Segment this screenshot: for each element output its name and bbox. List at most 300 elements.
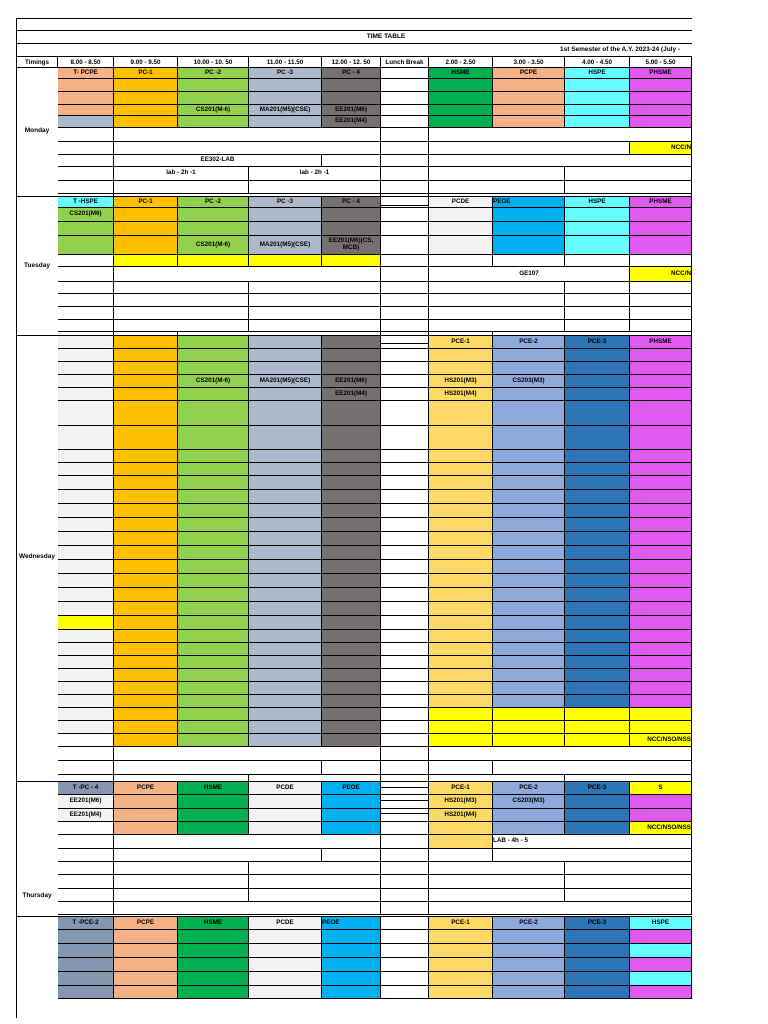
timetable-cell <box>381 862 429 875</box>
thursday-row2-slot-1: T -PCE-2 <box>58 917 114 930</box>
timetable-cell <box>381 155 429 167</box>
tuesday-cell <box>429 222 493 236</box>
thursday-cell <box>493 809 565 822</box>
wednesday-cell <box>249 669 322 682</box>
wednesday-slot-10: PHSME <box>630 336 692 349</box>
wednesday-cell <box>381 349 429 362</box>
wednesday-cell <box>565 616 630 630</box>
monday-slot-4: PC -3 <box>249 68 322 79</box>
timetable-cell <box>429 889 565 902</box>
wednesday-cell <box>178 695 249 708</box>
monday-cell <box>493 79 565 92</box>
timetable-cell <box>429 902 692 915</box>
wednesday-cell <box>493 560 565 574</box>
wednesday-cell <box>322 656 381 669</box>
timetable-cell <box>58 902 114 915</box>
monday-lab-2: lab - 2h -1 <box>249 167 381 181</box>
thursday-cell <box>565 822 630 835</box>
wednesday-cell <box>429 518 493 532</box>
wednesday-cell <box>381 401 429 426</box>
timetable-cell <box>493 944 565 958</box>
wednesday-cell <box>429 643 493 656</box>
timetable-cell <box>322 944 381 958</box>
thursday-cell <box>178 809 249 822</box>
wednesday-cell <box>114 504 178 518</box>
wednesday-cell <box>493 643 565 656</box>
wednesday-cell <box>114 426 178 450</box>
wednesday-cell <box>249 721 322 734</box>
thursday-cell <box>493 822 565 835</box>
timetable-cell <box>58 282 114 294</box>
timetable-cell <box>429 875 565 889</box>
monday-cell <box>322 92 381 105</box>
timetable-cell <box>381 128 429 142</box>
timetable-cell <box>58 320 114 332</box>
tuesday-ge107: GE107 <box>429 267 630 282</box>
wednesday-cell <box>58 630 114 643</box>
wednesday-cell <box>178 504 249 518</box>
thursday-cell <box>114 809 178 822</box>
wednesday-cell <box>249 734 322 747</box>
wednesday-cell <box>630 532 692 546</box>
wednesday-cell <box>322 546 381 560</box>
wednesday-cell <box>178 574 249 588</box>
timetable-cell <box>381 944 429 958</box>
timetable-cell <box>493 849 692 862</box>
wednesday-cell <box>565 463 630 476</box>
wednesday-cell <box>178 532 249 546</box>
wednesday-cell <box>565 450 630 463</box>
wednesday-cell <box>114 463 178 476</box>
timetable-cell <box>565 862 692 875</box>
timetable-cell <box>322 972 381 986</box>
wednesday-cell <box>58 349 114 362</box>
thursday-cell <box>114 795 178 809</box>
wednesday-cell <box>381 616 429 630</box>
grid-line <box>16 18 692 19</box>
wednesday-cell <box>493 401 565 426</box>
wednesday-cell <box>630 401 692 426</box>
wednesday-cell <box>565 695 630 708</box>
timetable-cell <box>249 282 381 294</box>
timetable-cell <box>429 944 493 958</box>
wednesday-cell <box>58 643 114 656</box>
thursday-ee201-m6: EE201(M6) <box>58 795 114 809</box>
wednesday-ee201-m4: EE201(M4) <box>322 388 381 401</box>
wednesday-cell <box>429 546 493 560</box>
timetable-cell <box>249 294 381 307</box>
timetable-cell <box>114 875 249 889</box>
wednesday-cell <box>565 643 630 656</box>
thursday-slot-6 <box>381 782 429 795</box>
wednesday-cell <box>114 643 178 656</box>
timetable-cell <box>114 958 178 972</box>
monday-slot-6 <box>381 68 429 79</box>
monday-cell <box>58 116 114 128</box>
timetable-cell <box>429 930 493 944</box>
wednesday-cell <box>114 476 178 490</box>
wednesday-cell <box>58 388 114 401</box>
tuesday-cs201-m6: CS201(M6) <box>58 208 114 222</box>
wednesday-cell <box>114 362 178 375</box>
tuesday-cell <box>630 208 692 222</box>
day-label-wednesday: Wednesday <box>18 553 55 560</box>
wednesday-cell <box>630 630 692 643</box>
monday-slot-9: HSPE <box>565 68 630 79</box>
wednesday-cell <box>178 476 249 490</box>
wednesday-cell <box>630 426 692 450</box>
monday-cell <box>630 116 692 128</box>
monday-cell <box>565 92 630 105</box>
wednesday-cell <box>493 682 565 695</box>
wednesday-cell <box>493 532 565 546</box>
wednesday-cell <box>630 708 692 721</box>
wednesday-cell <box>493 669 565 682</box>
timetable-cell <box>429 307 565 320</box>
wednesday-cell <box>114 546 178 560</box>
timetable-cell <box>249 181 381 194</box>
timetable-cell <box>381 986 429 999</box>
wednesday-cell <box>429 401 493 426</box>
timetable-cell <box>58 944 114 958</box>
thursday-row2-slot-8: PCE-2 <box>493 917 565 930</box>
wednesday-cell <box>58 450 114 463</box>
wednesday-slot-7: PCE-1 <box>429 336 493 349</box>
wednesday-cell <box>178 463 249 476</box>
wednesday-cell <box>381 546 429 560</box>
tuesday-slot-4: PC -3 <box>249 197 322 208</box>
wednesday-cell <box>429 695 493 708</box>
monday-cell <box>249 116 322 128</box>
wednesday-hs201-m4: HS201(M4) <box>429 388 493 401</box>
tuesday-cs201: CS201(M-6) <box>178 236 249 255</box>
wednesday-cell <box>322 450 381 463</box>
tuesday-cell <box>630 236 692 255</box>
wednesday-cell <box>249 656 322 669</box>
wednesday-cell <box>114 695 178 708</box>
monday-cell <box>429 116 493 128</box>
wednesday-cell <box>249 616 322 630</box>
wednesday-cell <box>429 476 493 490</box>
tuesday-cell <box>565 208 630 222</box>
timetable-cell <box>565 320 630 332</box>
wednesday-cell <box>58 721 114 734</box>
wednesday-cell <box>249 426 322 450</box>
wednesday-cell <box>178 349 249 362</box>
wednesday-cell <box>493 734 565 747</box>
wednesday-cell <box>322 721 381 734</box>
timetable-cell <box>58 875 114 889</box>
tuesday-cell <box>429 236 493 255</box>
wednesday-cell <box>322 616 381 630</box>
wednesday-cell <box>429 463 493 476</box>
wednesday-cell <box>178 560 249 574</box>
wednesday-cell <box>58 426 114 450</box>
timetable-cell <box>429 972 493 986</box>
wednesday-cell <box>429 362 493 375</box>
timetable-cell <box>114 902 381 915</box>
timetable-cell <box>565 294 630 307</box>
wednesday-cell <box>322 734 381 747</box>
wednesday-cell <box>114 532 178 546</box>
timetable-cell <box>381 320 429 332</box>
tuesday-cell <box>249 255 322 267</box>
slot-header-4: 11.00 - 11.50 <box>249 57 322 68</box>
wednesday-cell <box>381 588 429 602</box>
wednesday-cell <box>178 588 249 602</box>
wednesday-ncc: NCC/NSO/NSS <box>630 734 692 747</box>
wednesday-cell <box>58 574 114 588</box>
tuesday-cell <box>249 222 322 236</box>
wednesday-cell <box>381 682 429 695</box>
wednesday-cell <box>630 504 692 518</box>
timetable-cell <box>178 930 249 944</box>
wednesday-cell <box>322 708 381 721</box>
wednesday-cell <box>249 560 322 574</box>
wednesday-cell <box>249 349 322 362</box>
wednesday-cell <box>178 401 249 426</box>
wednesday-cell <box>565 721 630 734</box>
slot-header-9: 4.00 - 4.50 <box>565 57 630 68</box>
timetable-cell <box>381 294 429 307</box>
wednesday-cell <box>178 616 249 630</box>
wednesday-cell <box>565 426 630 450</box>
wednesday-cell <box>429 669 493 682</box>
timetable-cell <box>429 320 565 332</box>
timetable-cell <box>249 307 381 320</box>
timetable-cell <box>58 267 114 282</box>
wednesday-cell <box>381 490 429 504</box>
tuesday-slot-7: PCDE <box>429 197 493 208</box>
wednesday-cell <box>493 588 565 602</box>
thursday-cell <box>630 795 692 809</box>
wednesday-cell <box>322 401 381 426</box>
timetable-cell <box>114 986 178 999</box>
timetable-cell <box>429 155 692 167</box>
timetable-cell <box>565 167 692 181</box>
wednesday-cell <box>565 476 630 490</box>
timetable-cell <box>565 930 630 944</box>
wednesday-cell <box>429 574 493 588</box>
wednesday-cell <box>429 682 493 695</box>
wednesday-cell <box>630 375 692 388</box>
wednesday-cell <box>178 426 249 450</box>
timetable-cell <box>429 958 493 972</box>
wednesday-cell <box>493 518 565 532</box>
wednesday-cell <box>381 362 429 375</box>
wednesday-cell <box>493 450 565 463</box>
timetable-title: TIME TABLE <box>366 33 406 40</box>
timetable-cell <box>178 986 249 999</box>
wednesday-cell <box>322 336 381 349</box>
wednesday-cell <box>493 695 565 708</box>
tuesday-cell <box>178 255 249 267</box>
monday-cell <box>178 116 249 128</box>
grid-line <box>16 30 692 31</box>
thursday-row2-slot-6 <box>381 917 429 930</box>
thursday-cell <box>429 822 493 835</box>
tuesday-cell <box>429 208 493 222</box>
wednesday-cell <box>58 656 114 669</box>
wednesday-cell <box>249 362 322 375</box>
wednesday-cell <box>322 476 381 490</box>
timetable-cell <box>249 875 381 889</box>
timetable-cell <box>58 181 114 194</box>
thursday-slot-7: PCE-1 <box>429 782 493 795</box>
semester-caption: 1st Semester of the A.Y. 2023-24 (July - <box>560 46 681 53</box>
wednesday-cell <box>58 602 114 616</box>
tuesday-cell <box>381 255 429 267</box>
timetable-cell <box>493 972 565 986</box>
timetable-cell <box>58 958 114 972</box>
wednesday-cell <box>381 574 429 588</box>
tuesday-cell <box>322 222 381 236</box>
thursday-row2-slot-4: PCDE <box>249 917 322 930</box>
wednesday-cell <box>565 656 630 669</box>
thursday-slot-9: PCE-3 <box>565 782 630 795</box>
tuesday-ncc: NCC/N <box>630 267 692 282</box>
timetable-cell <box>381 930 429 944</box>
timetable-cell <box>114 944 178 958</box>
monday-ma201: MA201(M5)(CSE) <box>249 105 322 116</box>
wednesday-cell <box>58 401 114 426</box>
tuesday-cell <box>178 208 249 222</box>
timetable-cell <box>249 958 322 972</box>
slot-header-3: 10.00 - 10. 50 <box>178 57 249 68</box>
monday-cell <box>493 116 565 128</box>
timetable-cell <box>114 862 249 875</box>
timetable-cell <box>493 930 565 944</box>
wednesday-cell <box>429 708 493 721</box>
timetable-cell <box>114 761 322 775</box>
monday-cell <box>630 105 692 116</box>
wednesday-cell <box>58 695 114 708</box>
wednesday-cell <box>381 476 429 490</box>
wednesday-cell <box>322 682 381 695</box>
tuesday-cell <box>493 236 565 255</box>
wednesday-cell <box>565 708 630 721</box>
wednesday-cell <box>249 682 322 695</box>
timetable-cell <box>178 958 249 972</box>
wednesday-cell <box>58 375 114 388</box>
wednesday-cell <box>630 682 692 695</box>
wednesday-cell <box>249 463 322 476</box>
timetable-cell <box>381 902 429 915</box>
timetable-cell <box>381 307 429 320</box>
wednesday-cell <box>114 574 178 588</box>
monday-cell <box>630 79 692 92</box>
thursday-slot-3: HSME <box>178 782 249 795</box>
wednesday-cell <box>322 574 381 588</box>
thursday-slot-10: S <box>630 782 692 795</box>
slot-header-8: 3.00 - 3.50 <box>493 57 565 68</box>
wednesday-cell <box>58 560 114 574</box>
tuesday-cell <box>381 236 429 255</box>
day-label-thursday: Thursday <box>22 892 52 899</box>
thursday-cell <box>381 822 429 835</box>
timetable-cell <box>493 986 565 999</box>
timetable-cell <box>322 761 381 775</box>
tuesday-cell <box>58 236 114 255</box>
wednesday-cell <box>114 490 178 504</box>
wednesday-cell <box>630 546 692 560</box>
wednesday-cell <box>178 546 249 560</box>
monday-cell <box>381 79 429 92</box>
wednesday-cell <box>381 375 429 388</box>
monday-cell <box>429 92 493 105</box>
monday-cell <box>565 105 630 116</box>
wednesday-cell <box>630 560 692 574</box>
timetable-cell <box>381 972 429 986</box>
monday-cell <box>322 79 381 92</box>
wednesday-cell <box>58 708 114 721</box>
tuesday-slot-9: HSPE <box>565 197 630 208</box>
timetable-cell <box>493 761 692 775</box>
tuesday-cell <box>381 208 429 222</box>
wednesday-cell <box>381 721 429 734</box>
timetable-cell <box>249 889 381 902</box>
monday-cell <box>178 92 249 105</box>
timetable-cell <box>114 294 249 307</box>
wednesday-cell <box>114 721 178 734</box>
monday-cell <box>114 105 178 116</box>
timetable-cell <box>58 142 114 155</box>
timetable-cell <box>114 747 381 761</box>
thursday-cell <box>58 822 114 835</box>
wednesday-cell <box>114 336 178 349</box>
wednesday-cell <box>178 721 249 734</box>
thursday-cell <box>249 822 322 835</box>
wednesday-cell <box>322 362 381 375</box>
wednesday-cell <box>114 669 178 682</box>
wednesday-cell <box>493 630 565 643</box>
wednesday-cell <box>429 490 493 504</box>
wednesday-cell <box>565 560 630 574</box>
wednesday-cell <box>630 362 692 375</box>
wednesday-slot-9: PCE-3 <box>565 336 630 349</box>
timetable-cell <box>381 267 429 282</box>
timetable-cell <box>429 142 630 155</box>
timetable-cell <box>114 142 381 155</box>
wednesday-cell <box>114 616 178 630</box>
wednesday-cell <box>381 560 429 574</box>
monday-cell <box>565 79 630 92</box>
wednesday-cell <box>58 616 114 630</box>
wednesday-cell <box>114 734 178 747</box>
wednesday-cell <box>249 490 322 504</box>
monday-cs201: CS201(M-6) <box>178 105 249 116</box>
wednesday-cell <box>249 388 322 401</box>
monday-cell <box>58 79 114 92</box>
tuesday-cell <box>565 222 630 236</box>
wednesday-cell <box>381 388 429 401</box>
wednesday-cell <box>381 708 429 721</box>
wednesday-cell <box>429 656 493 669</box>
slot-header-5: 12.00 - 12. 50 <box>322 57 381 68</box>
thursday-hs201-m3: HS201(M3) <box>429 795 493 809</box>
thursday-cell <box>178 795 249 809</box>
wednesday-cell <box>381 504 429 518</box>
wednesday-cell <box>178 643 249 656</box>
timetable-cell <box>630 307 692 320</box>
wednesday-cell <box>381 669 429 682</box>
wednesday-cell <box>565 375 630 388</box>
slot-header-lunch: Lunch Break <box>381 57 429 68</box>
wednesday-cell <box>322 349 381 362</box>
timetable-cell <box>630 986 692 999</box>
wednesday-cell <box>429 602 493 616</box>
timetable-cell <box>322 986 381 999</box>
